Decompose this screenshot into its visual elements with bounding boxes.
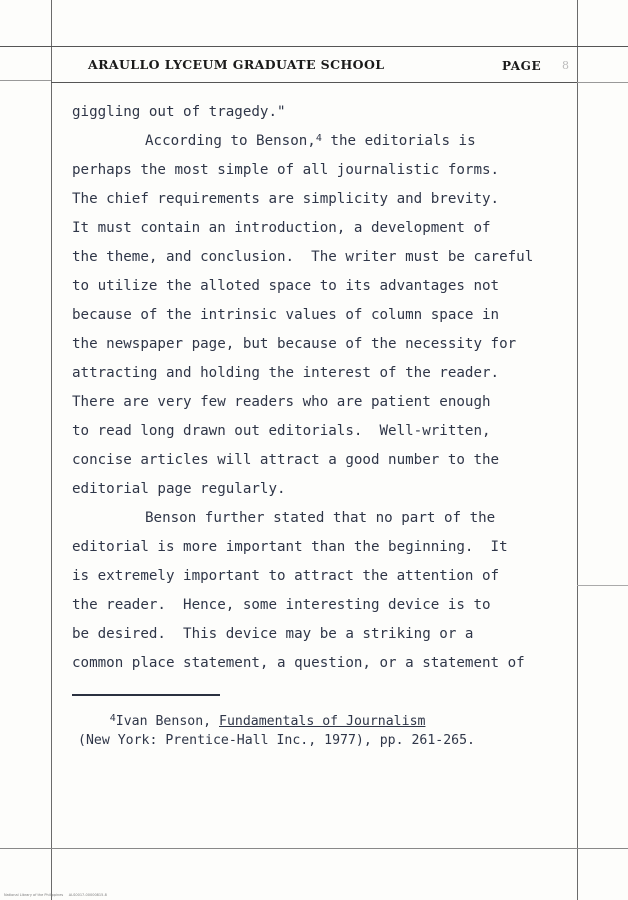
footnote-line: (New York: Prentice-Hall Inc., 1977), pp. 261-265.	[78, 733, 475, 748]
footnote-line	[78, 712, 598, 731]
school-name: ARAULLO LYCEUM GRADUATE SCHOOL	[88, 57, 385, 72]
text-line: editorial page regularly.	[72, 481, 286, 497]
text-line: common place statement, a question, or a statement of	[72, 655, 525, 671]
text-line: attracting and holding the interest of the reader.	[72, 365, 500, 381]
footnote-title: Fundamentals of Journalism	[219, 714, 426, 729]
footnote	[78, 712, 598, 750]
footnote-divider	[72, 694, 220, 696]
text-line: There are very few readers who are patient enough	[72, 394, 491, 410]
header-bottom-rule	[51, 82, 577, 83]
page-number: 8	[562, 59, 569, 72]
page-label: PAGE	[502, 59, 542, 73]
text-fragment: According to Benson,	[145, 133, 316, 149]
text-line: the newspaper page, but because of the necessity for	[72, 336, 517, 352]
text-line: editorial is more important than the beginning. It	[72, 539, 508, 555]
scan-metadata: National Library of the Philippines ALS0017-00000815-8	[4, 893, 107, 897]
left-margin-rule	[51, 0, 52, 900]
right-tab-rule	[577, 82, 628, 83]
text-line: Benson further stated that no part of the	[145, 510, 496, 526]
text-line: to read long drawn out editorials. Well-written,	[72, 423, 491, 439]
text-line: It must contain an introduction, a development of	[72, 220, 491, 236]
text-line: perhaps the most simple of all journalistic forms.	[72, 162, 500, 178]
body-text	[72, 98, 592, 678]
footer-rule	[0, 848, 628, 849]
text-line: concise articles will attract a good number to the	[72, 452, 500, 468]
text-line: to utilize the alloted space to its advantages not	[72, 278, 500, 294]
text-line	[72, 127, 592, 156]
text-line: the theme, and conclusion. The writer must be careful	[72, 249, 534, 265]
text-line: is extremely important to attract the attention of	[72, 568, 500, 584]
text-line: the reader. Hence, some interesting device is to	[72, 597, 491, 613]
text-line: The chief requirements are simplicity and brevity.	[72, 191, 500, 207]
text-line: giggling out of tragedy."	[72, 104, 286, 120]
header-top-rule	[0, 46, 628, 47]
footnote-number: 4	[109, 713, 116, 724]
text-line: because of the intrinsic values of column space in	[72, 307, 500, 323]
text-fragment: the editorials is	[321, 133, 476, 149]
footnote-author: Ivan Benson,	[115, 714, 220, 729]
left-tab-rule	[0, 80, 51, 81]
footnote-ref: 4	[315, 133, 322, 144]
text-line: be desired. This device may be a striking or a	[72, 626, 474, 642]
